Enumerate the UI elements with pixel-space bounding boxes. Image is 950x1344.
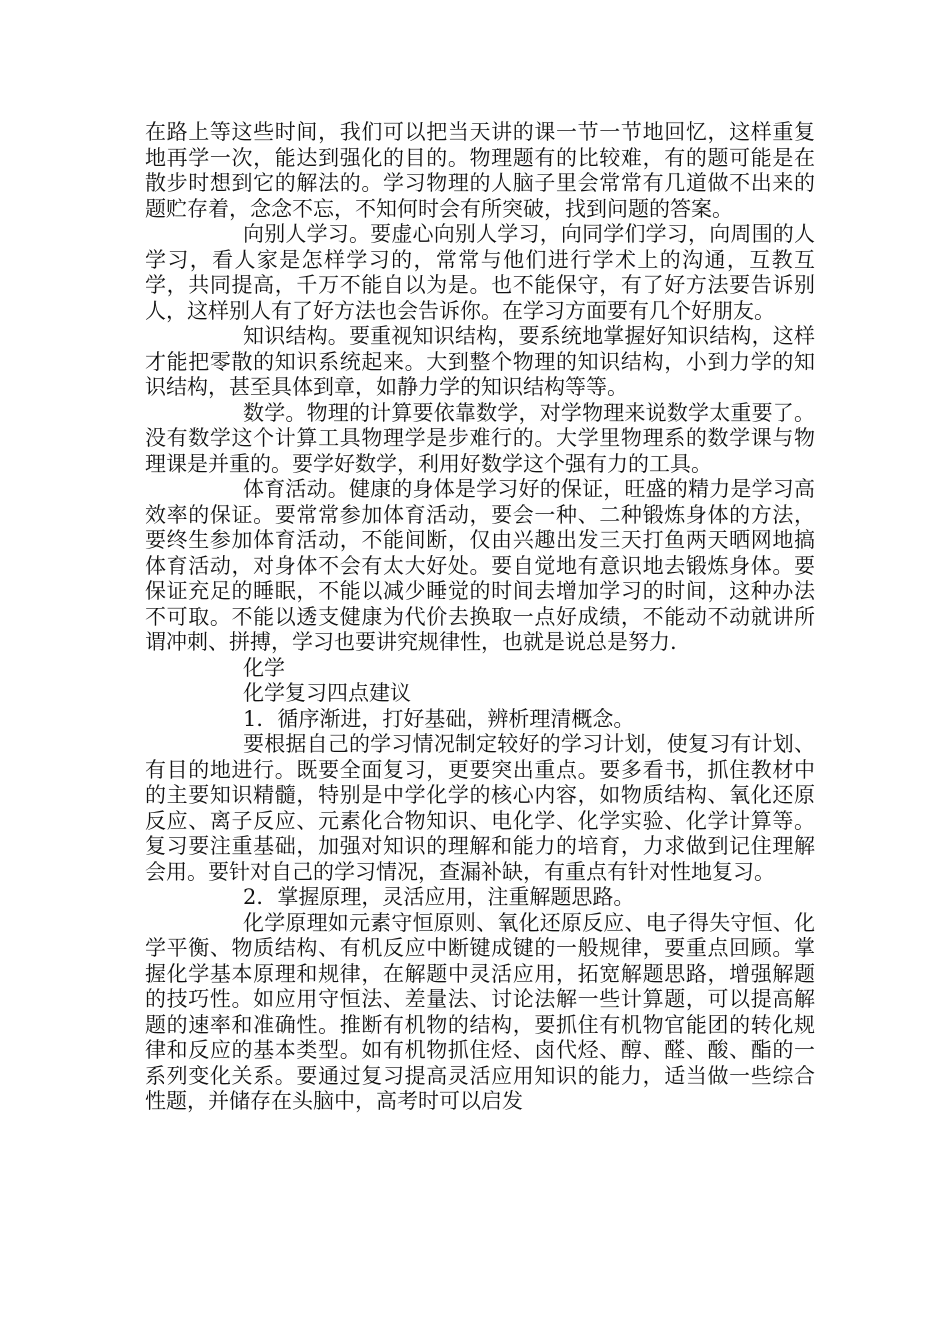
paragraph-chemistry-principles: 化学原理如元素守恒原则、氧化还原反应、电子得失守恒、化学平衡、物质结构、有机反应中断键成键的一般规律，要重点回顾。掌握化学基本原理和规律，在解题中灵活应用，拓宽解题思路，增强解题的技巧性。如应用守恒法、差量法、讨论法解一些计算题，可以提高解题的速率和准确性。推断有机物的结构，要抓住有机物官能团的转化规律和反应的基本类型。如有机物抓住烃、卤代烃、醇、醛、酸、酯的一系列变化关系。要通过复习提高灵活应用知识的能力，适当做一些综合性题，并储存在头脑中，高考时可以启发 [145, 910, 815, 1113]
paragraph-learn-from-others: 向别人学习。要虚心向别人学习，向同学们学习，向周围的人学习，看人家是怎样学习的，常常与他们进行学术上的沟通，互教互学，共同提高，千万不能自以为是。也不能保守，有了好方法要告诉别人，这样别人有了好方法也会告诉你。在学习方面要有几个好朋友。 [145, 222, 815, 323]
paragraph-sports-activity: 体育活动。健康的身体是学习好的保证，旺盛的精力是学习高效率的保证。要常常参加体育活动，要会一种、二种锻炼身体的方法，要终生参加体育活动，不能间断，仅由兴趣出发三天打鱼两天晒网地搞体育活动，对身体不会有太大好处。要自觉地有意识地去锻炼身体。要保证充足的睡眠，不能以减少睡觉的时间去增加学习的时间，这种办法不可取。不能以透支健康为代价去换取一点好成绩，不能动不动就讲所谓冲刺、拼搏，学习也要讲究规律性，也就是说总是努力. [145, 477, 815, 654]
point-heading-2: 2．掌握原理，灵活应用，注重解题思路。 [243, 885, 635, 909]
paragraph-study-plan: 要根据自己的学习情况制定较好的学习计划，使复习有计划、有目的地进行。既要全面复习，更要突出重点。要多看书，抓住教材中的主要知识精髓，特别是中学化学的核心内容，如物质结构、氧化还原反应、离子反应、元素化合物知识、电化学、化学实验、化学计算等。复习要注重基础，加强对知识的理解和能力的培育，力求做到记住理解会用。要针对自己的学习情况，查漏补缺，有重点有针对性地复习。 [145, 732, 815, 884]
paragraph-knowledge-structure: 知识结构。要重视知识结构，要系统地掌握好知识结构，这样才能把零散的知识系统起来。大到整个物理的知识结构，小到力学的知识结构，甚至具体到章，如静力学的知识结构等等。 [145, 324, 815, 399]
document-page [145, 120, 815, 1115]
section-heading-chemistry: 化学 [243, 655, 285, 680]
paragraph-mathematics: 数学。物理的计算要依靠数学，对学物理来说数学太重要了。没有数学这个计算工具物理学是步难行的。大学里物理系的数学课与物理课是并重的。要学好数学，利用好数学这个强有力的工具。 [145, 400, 815, 476]
section-subheading-four-suggestions: 化学复习四点建议 [243, 681, 411, 705]
point-heading-1: 1．循序渐进，打好基础，辨析理清概念。 [243, 706, 635, 731]
paragraph-review-on-the-way: 在路上等这些时间，我们可以把当天讲的课一节一节地回忆，这样重复地再学一次，能达到强化的目的。物理题有的比较难，有的题可能是在散步时想到它的解法的。学习物理的人脑子里会常常有几道做不出来的题贮存着，念念不忘，不知何时会有所突破，找到问题的答案。 [145, 120, 815, 221]
